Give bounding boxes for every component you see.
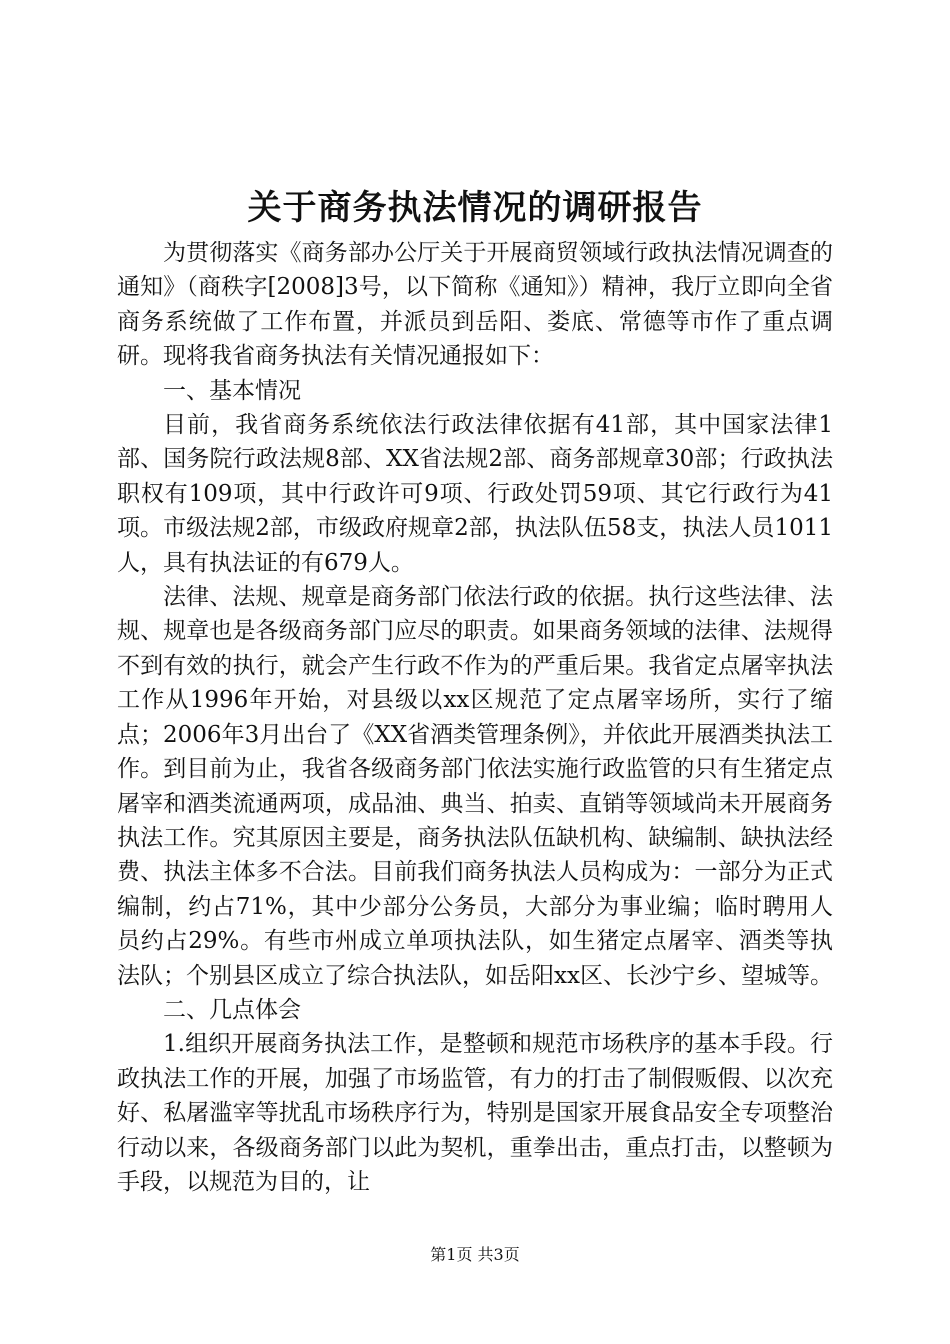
intro-paragraph: 为贯彻落实《商务部办公厅关于开展商贸领域行政执法情况调查的通知》（商秩字[2008]3号，以下简称《通知》）精神，我厅立即向全省商务系统做了工作布置，并派员到岳阳、娄底、常德等市作了重点调研。现将我省商务执法有关情况通报如下： xyxy=(117,240,833,370)
document-body xyxy=(117,236,833,1199)
page-number-footer: 第1页 共3页 xyxy=(430,1245,520,1264)
basic-situation-paragraph-2: 法律、法规、规章是商务部门依法行政的依据。执行这些法律、法规、规章也是各级商务部门应尽的职责。如果商务领域的法律、法规得不到有效的执行，就会产生行政不作为的严重后果。我省定点屠宰执法工作从1996年开始，对县级以xx区规范了定点屠宰场所，实行了缩点；2006年3月出台了《XX省酒类管理条例》，并依此开展酒类执法工作。到目前为止，我省各级商务部门依法实施行政监管的只有生猪定点屠宰和酒类流通两项，成品油、典当、拍卖、直销等领域尚未开展商务执法工作。究其原因主要是，商务执法队伍缺机构、缺编制、缺执法经费、执法主体多不合法。目前我们商务执法人员构成为：一部分为正式编制，约占71%，其中少部分公务员，大部分为事业编；临时聘用人员约占29%。有些市州成立单项执法队，如生猪定点屠宰、酒类等执法队；个别县区成立了综合执法队，如岳阳xx区、长沙宁乡、望城等。 xyxy=(117,584,833,989)
section-heading-experiences: 二、几点体会 xyxy=(163,996,301,1023)
experiences-paragraph-1: 1.组织开展商务执法工作，是整顿和规范市场秩序的基本手段。行政执法工作的开展，加强了市场监管，有力的打击了制假贩假、以次充好、私屠滥宰等扰乱市场秩序行为，特别是国家开展食品安全专项整治行动以来，各级商务部门以此为契机，重拳出击，重点打击，以整顿为手段，以规范为目的，让 xyxy=(117,1031,833,1195)
section-heading-basic-situation: 一、基本情况 xyxy=(163,377,301,404)
basic-situation-paragraph-1: 目前，我省商务系统依法行政法律依据有41部，其中国家法律1部、国务院行政法规8部、XX省法规2部、商务部规章30部；行政执法职权有109项，其中行政许可9项、行政处罚59项、其它行政行为41项。市级法规2部，市级政府规章2部，执法队伍58支，执法人员1011人，具有执法证的有679人。 xyxy=(117,412,833,576)
document-title: 关于商务执法情况的调研报告 xyxy=(247,188,703,228)
